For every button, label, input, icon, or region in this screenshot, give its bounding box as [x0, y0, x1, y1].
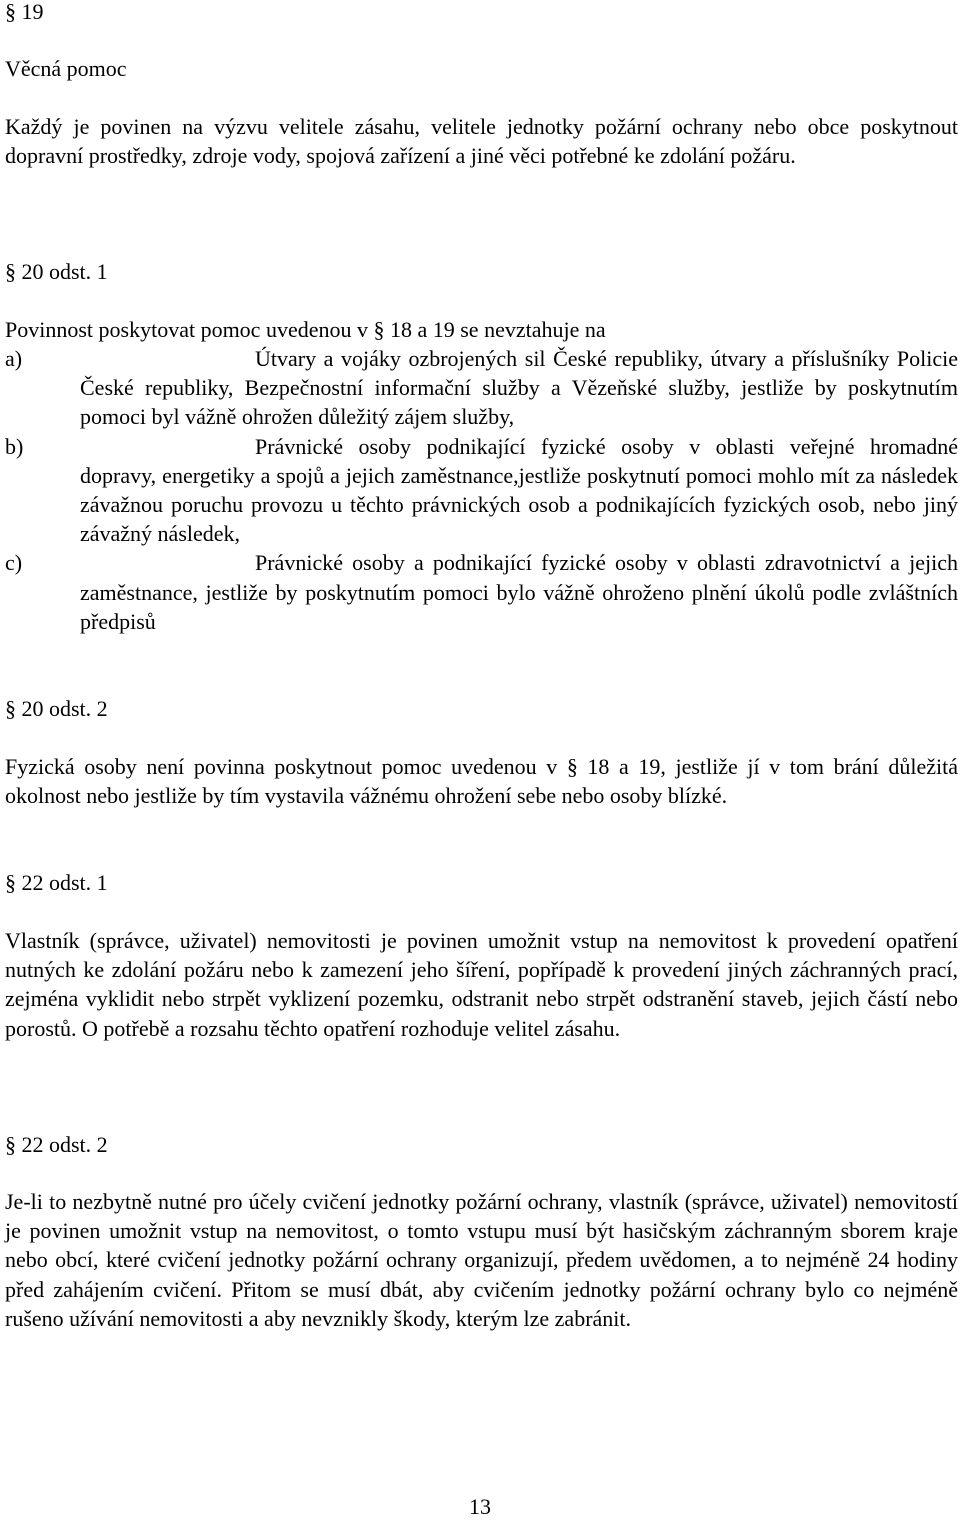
section-paragraph-22-1: Vlastník (správce, uživatel) nemovitosti je povinen umožnit vstup na nemovitost k provedení opatření nutných ke zdolání požáru nebo k zamezení jeho šíření, popřípadě k provedení jiných záchranných prací, zejména vyklidit nebo strpět vyklizení pozemku, odstranit nebo strpět odstranění staveb, jejich částí nebo porostů. O potřebě a rozsahu těchto opatření rozhoduje velitel zásahu.: [5, 928, 958, 1041]
section-heading-22-1: § 22 odst. 1: [5, 870, 108, 895]
list-marker: a): [5, 346, 23, 371]
list-marker: c): [5, 550, 23, 576]
list-item: [5, 432, 958, 549]
list-item-text: Útvary a vojáky ozbrojených sil České republiky, útvary a příslušníky Policie České republiky, Bezpečnostní informační služby a Vězeňské služby, jestliže by poskytnutím pomoci byl vážně ohrožen důležitý zájem služby,: [80, 346, 958, 430]
section-paragraph-20-2: Fyzická osoby není povinna poskytnout pomoc uvedenou v § 18 a 19, jestliže jí v tom brání důležitá okolnost nebo jestliže by tím vystavila vážnému ohrožení sebe nebo osoby blízké.: [5, 754, 958, 809]
exemption-list: [5, 344, 958, 636]
page-number: 13: [469, 1494, 491, 1519]
list-item: [5, 344, 958, 432]
list-item-text: Právnické osoby podnikající fyzické osoby v oblasti veřejné hromadné dopravy, energetiky a spojů a jejich zaměstnance,jestliže poskytnutí pomoci mohlo mít za následek závažnou poruchu provozu u těchto právnických osob a podnikajících fyzických osob, nebo jiný závažný následek,: [80, 433, 958, 547]
section-heading-20-2: § 20 odst. 2: [5, 696, 108, 721]
list-item-text: Právnické osoby a podnikající fyzické osoby v oblasti zdravotnictví a jejich zaměstnance, jestliže by poskytnutím pomoci bylo vážně ohroženo plnění úkolů podle zvláštních předpisů: [80, 550, 958, 634]
list-marker: b): [5, 433, 24, 459]
section-heading-20-1: § 20 odst. 1: [5, 259, 108, 284]
section-intro-20-1: Povinnost poskytovat pomoc uvedenou v § 18 a 19 se nevztahuje na: [5, 317, 606, 342]
section-heading-22-2: § 22 odst. 2: [5, 1132, 108, 1157]
section-paragraph-19: Každý je povinen na výzvu velitele zásahu, velitele jednotky požární ochrany nebo obce poskytnout dopravní prostředky, zdroje vody, spojová zařízení a jiné věci potřebné ke zdolání požáru.: [5, 114, 958, 169]
section-heading-19: § 19: [5, 0, 44, 24]
section-paragraph-22-2: Je-li to nezbytně nutné pro účely cvičení jednotky požární ochrany, vlastník (správce, uživatel) nemovitostí je povinen umožnit vstup na nemovitost, o tomto vstupu musí být hasičským záchranným sborem kraje nebo obcí, které cvičení jednotky požární ochrany organizují, předem uvědomen, a to nejméně 24 hodiny před zahájením cvičení. Přitom se musí dbát, aby cvičením jednotky požární ochrany bylo co nejméně rušeno užívání nemovitosti a aby nevznikly škody, kterým lze zabránit.: [5, 1189, 958, 1331]
list-item: [5, 548, 958, 636]
section-title: Věcná pomoc: [5, 56, 127, 81]
